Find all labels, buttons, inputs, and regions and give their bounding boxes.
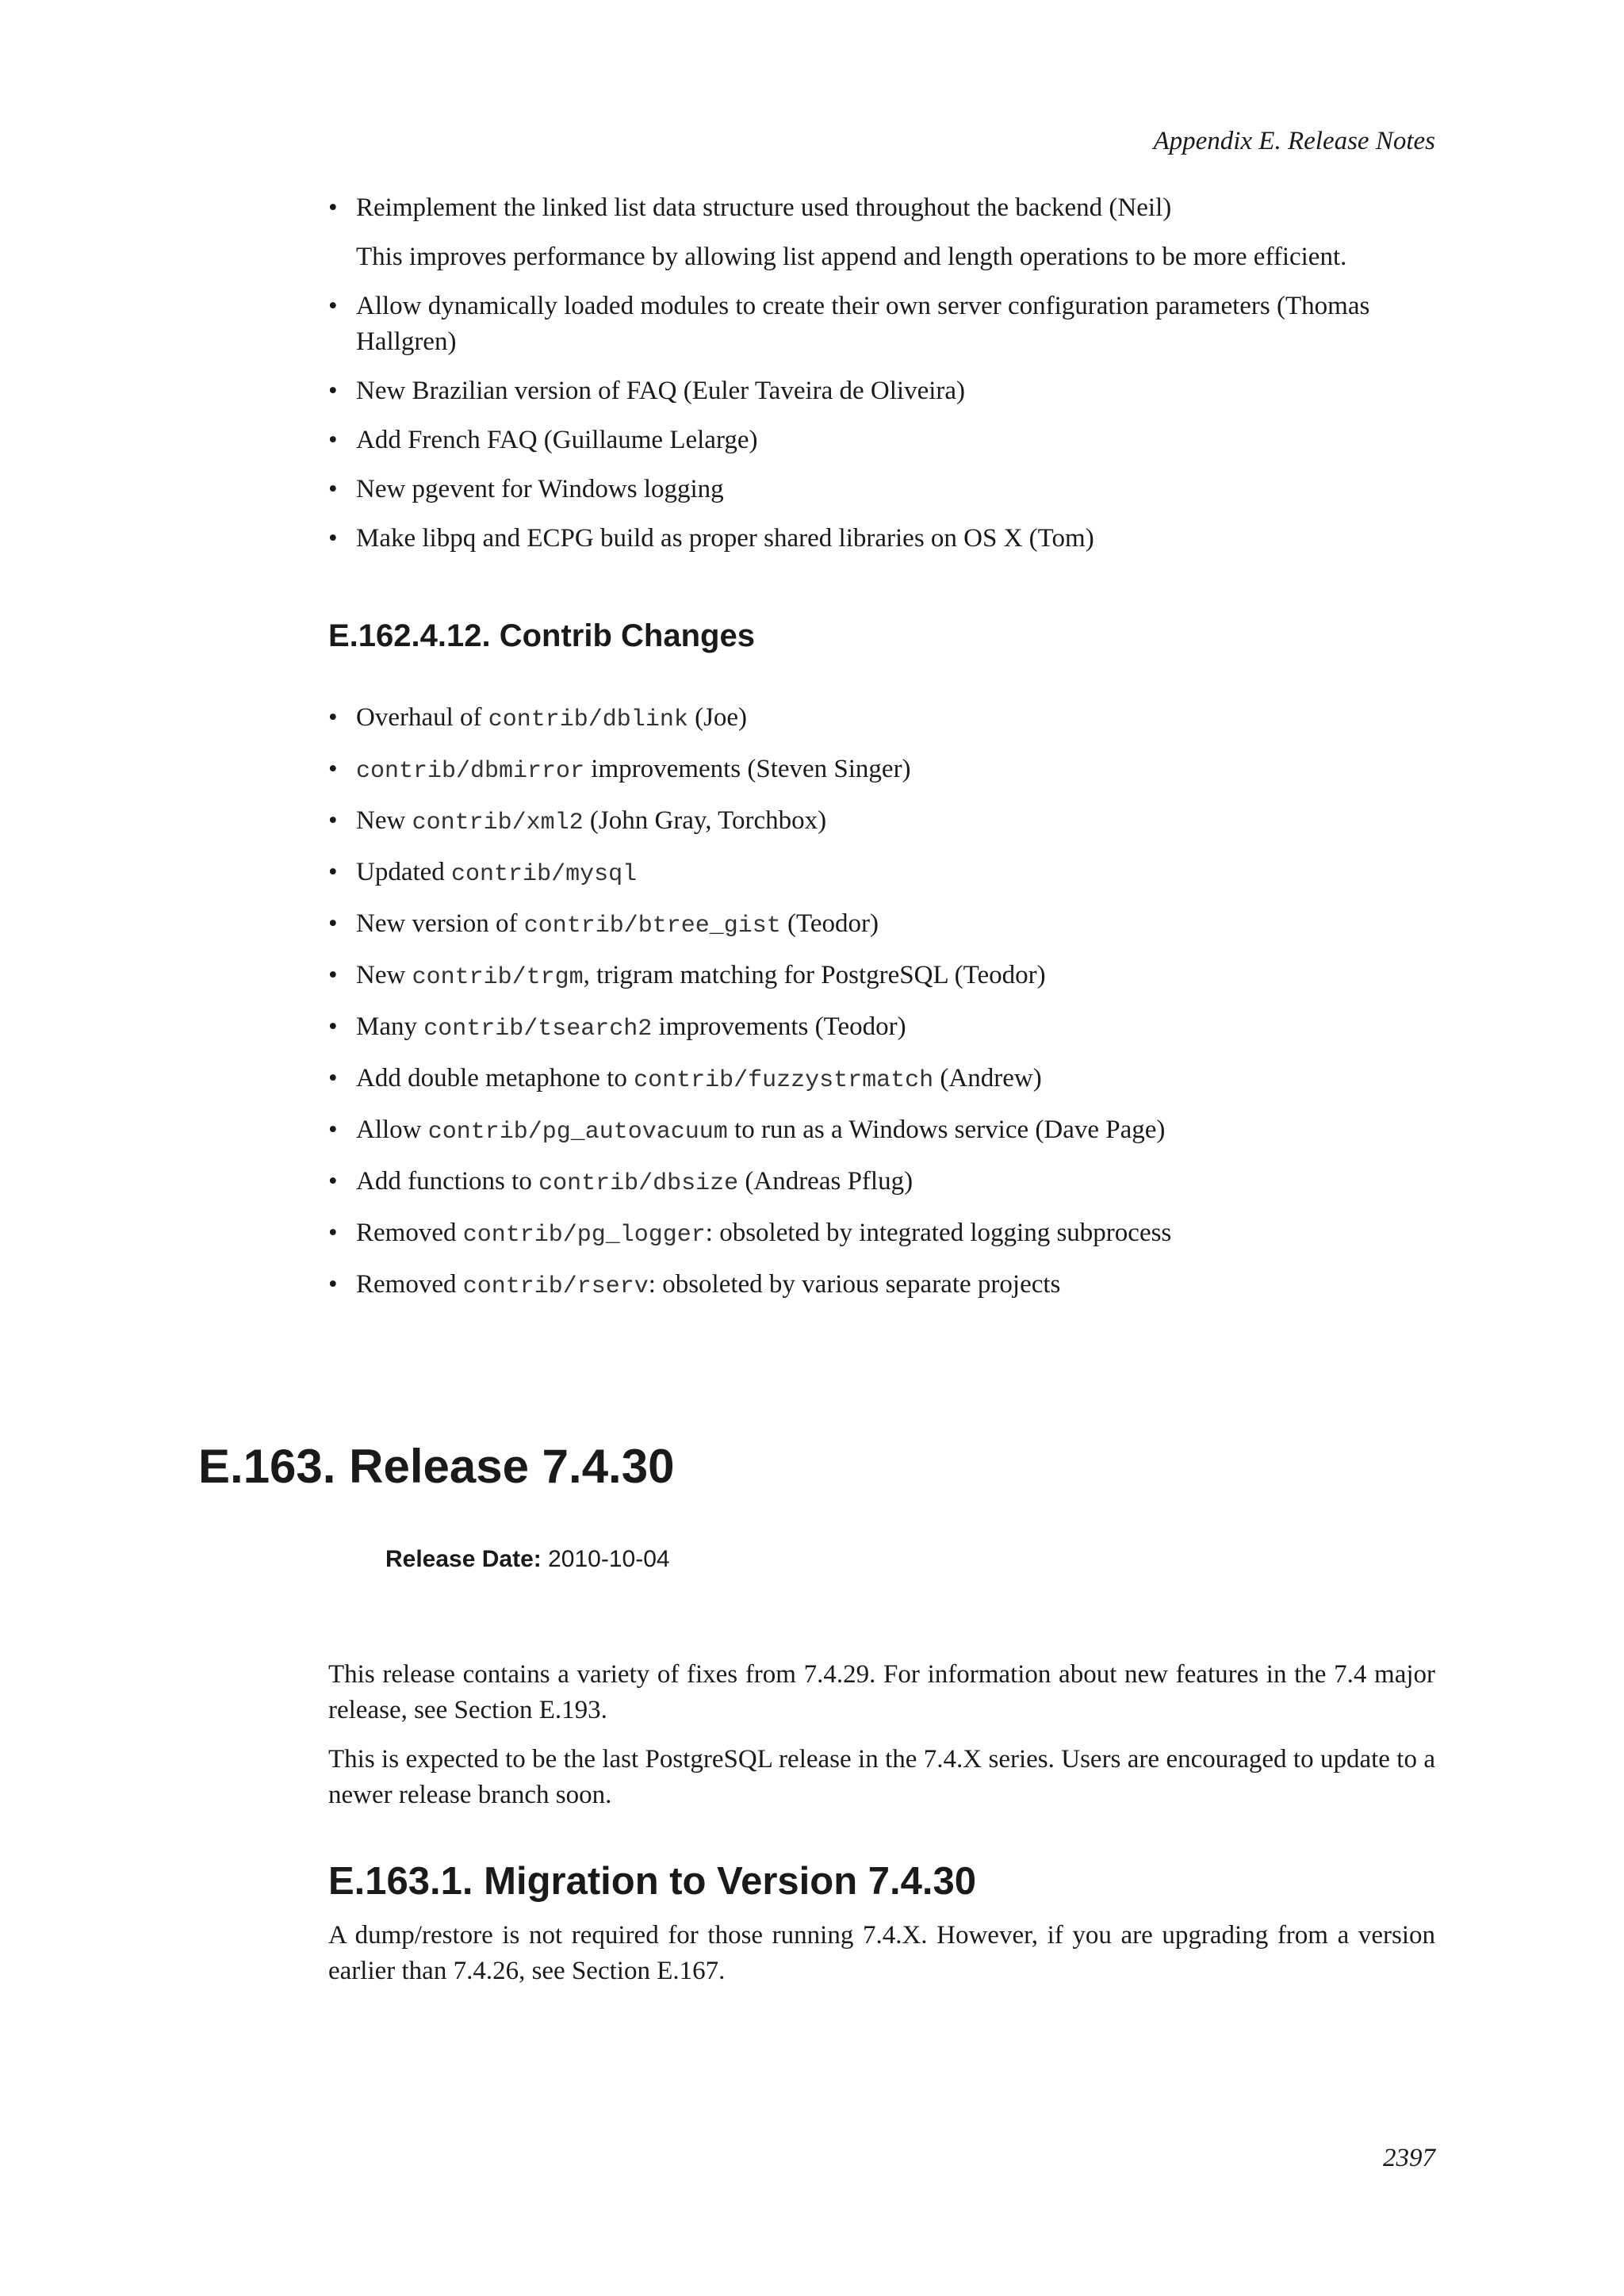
list-item [328, 190, 1435, 275]
list-item [328, 700, 1435, 738]
item-text-pre: Many [356, 1012, 424, 1041]
release-body [328, 1657, 1435, 2003]
list-item [328, 289, 1435, 360]
list-item-text: New pgevent for Windows logging [356, 475, 724, 503]
code-path: contrib/dblink [488, 706, 688, 733]
item-text-pre: Overhaul of [356, 703, 488, 732]
list-item [328, 1009, 1435, 1047]
bullet-icon: • [328, 377, 338, 405]
item-text-post: (Joe) [688, 703, 748, 732]
bullet-icon: • [328, 1064, 338, 1093]
release-date-value: 2010-10-04 [548, 1546, 670, 1572]
list-item [328, 958, 1435, 996]
code-path: contrib/pg_autovacuum [427, 1119, 728, 1146]
list-item-text: Reimplement the linked list data structure used throughout the backend (Neil) [356, 193, 1172, 222]
running-header: Appendix E. Release Notes [1153, 127, 1435, 155]
contrib-section-title: E.162.4.12. Contrib Changes [328, 618, 755, 653]
item-text-pre: Add functions to [356, 1167, 539, 1196]
list-item-text: Allow dynamically loaded modules to create their own server configuration parameters (Thomas Hallgren) [356, 292, 1370, 356]
list-item [328, 1164, 1435, 1202]
item-text-post: improvements (Teodor) [652, 1012, 906, 1041]
list-item-text: New Brazilian version of FAQ (Euler Taveira de Oliveira) [356, 377, 966, 405]
list-item [328, 906, 1435, 944]
list-item-text: Make libpq and ECPG build as proper shared libraries on OS X (Tom) [356, 524, 1094, 553]
bullet-icon: • [328, 806, 338, 835]
bullet-icon: • [328, 1270, 338, 1299]
list-item [328, 521, 1435, 557]
bullet-icon: • [328, 292, 338, 320]
code-path: contrib/tsearch2 [423, 1016, 653, 1043]
top-bullet-list [328, 190, 1435, 557]
contrib-bullet-list [328, 700, 1435, 1305]
list-item-detail: This improves performance by allowing list append and length operations to be more efficient. [356, 243, 1347, 271]
list-item [328, 803, 1435, 841]
item-text-pre: New [356, 961, 412, 989]
list-item [328, 752, 1435, 790]
bullet-icon: • [328, 1012, 338, 1041]
item-text-post: (John Gray, Torchbox) [583, 806, 827, 835]
code-path: contrib/xml2 [412, 809, 584, 836]
migration-section-title: E.163.1. Migration to Version 7.4.30 [328, 1860, 976, 1903]
release-section-title: E.163. Release 7.4.30 [198, 1440, 675, 1493]
item-text-pre: Removed [356, 1219, 463, 1247]
item-text-pre: Allow [356, 1115, 428, 1144]
bullet-icon: • [328, 1219, 338, 1247]
item-text-post: to run as a Windows service (Dave Page) [727, 1115, 1166, 1144]
main-content [328, 190, 1435, 1318]
bullet-icon: • [328, 755, 338, 783]
list-item-text: Add French FAQ (Guillaume Lelarge) [356, 426, 758, 454]
item-text-post: : obsoleted by various separate projects [648, 1270, 1061, 1299]
bullet-icon: • [328, 909, 338, 938]
bullet-icon: • [328, 426, 338, 454]
code-path: contrib/fuzzystrmatch [634, 1067, 934, 1094]
list-item [328, 472, 1435, 507]
code-path: contrib/trgm [412, 964, 584, 991]
bullet-icon: • [328, 858, 338, 886]
list-item [328, 423, 1435, 458]
release-date [385, 1546, 670, 1573]
page-number: 2397 [1383, 2144, 1435, 2172]
item-text-post: (Andrew) [933, 1064, 1042, 1093]
bullet-icon: • [328, 524, 338, 553]
migration-paragraph: A dump/restore is not required for those running 7.4.X. However, if you are upgrading from a version earlier than 7.4.26, see Section E.167. [328, 1921, 1435, 1985]
release-date-label: Release Date: [385, 1546, 542, 1572]
bullet-icon: • [328, 703, 338, 732]
item-text-pre: Add double metaphone to [356, 1064, 634, 1093]
item-text-post: (Teodor) [780, 909, 879, 938]
bullet-icon: • [328, 1115, 338, 1144]
list-item [328, 1267, 1435, 1305]
item-text-pre: New version of [356, 909, 524, 938]
code-path: contrib/dbsize [538, 1170, 739, 1197]
code-path: contrib/mysql [451, 861, 638, 888]
list-item [328, 855, 1435, 893]
item-text-pre: Removed [356, 1270, 463, 1299]
item-text-post: (Andreas Pflug) [738, 1167, 914, 1196]
code-path: contrib/pg_logger [462, 1222, 706, 1249]
item-text-post: : obsoleted by integrated logging subprocess [705, 1219, 1172, 1247]
release-paragraph: This release contains a variety of fixes from 7.4.29. For information about new features in the 7.4 major release, see Section E.193. [328, 1660, 1435, 1724]
list-item [328, 1215, 1435, 1253]
list-item [328, 1061, 1435, 1099]
bullet-icon: • [328, 193, 338, 222]
code-path: contrib/btree_gist [523, 913, 781, 939]
bullet-icon: • [328, 1167, 338, 1196]
release-paragraph: This is expected to be the last PostgreSQL release in the 7.4.X series. Users are encouraged to update to a newer release branch soon. [328, 1745, 1435, 1809]
list-item [328, 1112, 1435, 1150]
item-text-pre: Updated [356, 858, 452, 886]
list-item [328, 373, 1435, 409]
code-path: contrib/dbmirror [356, 758, 585, 785]
bullet-icon: • [328, 961, 338, 989]
item-text-post: improvements (Steven Singer) [584, 755, 911, 783]
code-path: contrib/rserv [462, 1273, 649, 1300]
item-text-pre: New [356, 806, 412, 835]
item-text-post: , trigram matching for PostgreSQL (Teodor) [583, 961, 1046, 989]
bullet-icon: • [328, 475, 338, 503]
